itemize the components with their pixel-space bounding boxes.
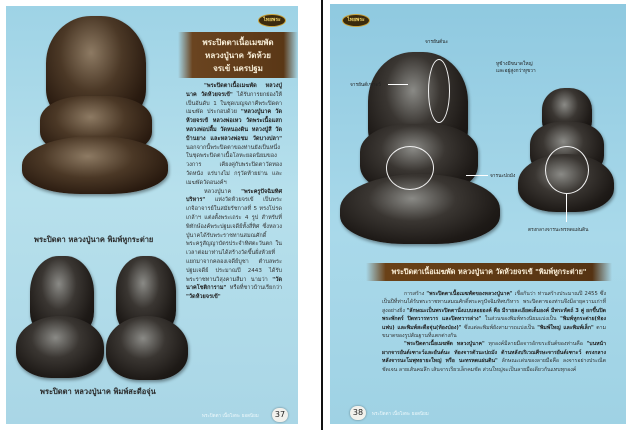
caption-rabbit-ear: พระปิดตา หลวงปู่นาค พิมพ์หูกระต่าย	[34, 235, 154, 244]
article-body-left	[186, 82, 282, 302]
highlight-ring	[545, 146, 589, 194]
right-page-38	[330, 4, 626, 424]
annotation-label: จารยันต์เฑาะว์	[350, 83, 381, 88]
annotation-label: และอยู่สูงกว่าหูขวา	[496, 69, 536, 74]
page-number: 37	[272, 408, 288, 422]
title-line: จรเข้ นครปฐม	[213, 64, 263, 73]
arrow-icon	[466, 175, 488, 176]
section-banner: พระปิดตาเนื้อเมฆพัด หลวงปู่นาค วัดห้วยจรเข้ "พิมพ์หูกระต่าย"	[366, 263, 612, 281]
footer-text: พระปิดตา เนื้อโลหะ ยอดนิยม	[372, 412, 429, 417]
article-title	[178, 32, 298, 78]
article-body-right	[382, 290, 606, 374]
paragraph: หลวงปู่นาค "พระครูปัจฉิมทิศบริหาร" แห่งวัดห้วยจรเข้ เป็นพระเกจิอาจารย์ในสมัยรัชกาลที่ 5 ทรงโปรดเกล้าฯ แต่งตั้งพระเถระ 4 รูป สำหรับที่พิทักษ์องค์พระปฐมเจดีย์ทั้งสี่ทิศ ซึ่งหลวงปู่นาคได้รับพระราชทานสมณศักดิ์พระครูสัญญาบัตรประจำทิศตะวันตก ในเวลาต่อมาท่านได้สร้างวัดขึ้นฝั่งห้วยที่แยกมาจากคลองเจดีย์บูชา ตำบลพระปฐมเจดีย์ ประมาณปี 2443 ได้รับพระราชทานวิสุงคามสีมา นามว่า "วัดนาคโชติการาม" หรือที่ชาวบ้านเรียกว่า "วัดห้วยจรเข้"	[186, 188, 282, 301]
highlight-ring	[386, 146, 434, 190]
magazine-logo: ไทยพระ	[342, 14, 370, 27]
annotation-label: จารนะปถมัง	[490, 174, 516, 179]
page-number: 38	[350, 406, 366, 420]
highlight-ring	[428, 59, 450, 123]
title-line: หลวงปู่นาค วัดห้วย	[205, 51, 271, 60]
title-line: พระปิดตาเนื้อเมฆพัด	[202, 38, 274, 47]
paragraph: "พระปิดตาเนื้อเมฆพัด หลวงปู่นาค วัดห้วยจรเข้" ได้รับการยกย่องให้เป็นอันดับ 1 ในชุดเบญจภาคีพระปิดตาเมฆพัด ประกอบด้วย "หลวงปู่นาค วัดห้วยจรเข้ หลวงพ่อเหว วัดพระเนื้อแสก หลวงพ่อปลื้ม วัดหนองดิน หลวงปู่สี วัดบ้านยาง และหลวงพ่อชม วัดบางปลา" นอกจากนี้พระปิดตาของท่านยังเป็นหนึ่งในชุดพระปิดตาเนื้อโลหะยอดนิยมของวงการ เคียงคู่กับพระปิดตาวัดทอง วัดหนัง แร่บางไม่ กรุวัดท้ายย่าน และเมฆพัดวัดอนงค์ฯ	[186, 83, 283, 186]
arrow-icon	[388, 84, 408, 85]
paragraph: การสร้าง "พระปิดตาเนื้อเมฆพัดของหลวงปู่นาค" เชื่อกันว่า ท่านสร้างประมาณปี 2455 ซึ่งเป็นปีที่ท่านได้รับพระราชทานสมณศักดิ์พระครูปัจฉิมทิศบริหาร พระปิดตาของท่านจึงมีอายุความเก่าที่สูงอย่างยิ่ง "ลักษณะเป็นพระปิดตานั่งแบบลอยองค์ คือ มีรายละเอียดเต็มองค์ มีพระหัตถ์ 3 คู่ ยกขึ้นปิดพระพักตร์ ปิดทวารทวาร และปิดทวารล่าง" ในส่วนของพิมพ์ทรงนิยมแบ่งเป็น "พิมพ์หูกระต่าย(ท้องแฟบ) และพิมพ์สะดือจุ่น(ท้องป่อง)" ซึ่งแต่ละพิมพ์ยังสามารถแบ่งเป็น "พิมพ์ใหญ่ และพิมพ์เล็ก" ตามขนาดของรูปสัณฐานที่แตกต่างกัน	[382, 291, 606, 340]
paragraph: "พระปิดตาเนื้อเมฆพัด หลวงปู่นาค" ทุกองค์มีลายมือจารอักขระยันต์ของท่านคือ "บนหน้าผากจารยันต์เฑาะว์และยันต์นะ ท้องจารตัวนะปถมัง ด้านหลังบริเวณศีรษะจารยันต์เฑาะว์ ตรงกลางหลังจารนะโมพุทธายะใหญ่ หรือ นะทรหดแผ่นดิน" ลักษณะเด่นของลายมือคือ ลงจารอย่างประณีตชัดเจน ลายเส้นคมลึก เส้นจารเรียวเล็กคมชัด ส่วนใหญ่จะเป็นลายมือเดียวกันแทบทุกองค์	[382, 341, 606, 373]
annotation-label: จารยันต์นะ	[425, 40, 449, 45]
magazine-logo: ไทยพระ	[258, 14, 286, 27]
left-page-37	[6, 6, 298, 424]
footer-text: พระปิดตา เนื้อโลหะ ยอดนิยม	[202, 414, 259, 419]
caption-navel-mold: พระปิดตา หลวงปู่นาค พิมพ์สะดือจุ่น	[40, 387, 156, 396]
page-gutter	[321, 0, 323, 430]
annotation-label: ตรงกลางจารนะทรหดแผ่นดิน	[528, 228, 589, 233]
arrow-icon	[566, 194, 567, 222]
annotation-label: หูข้างมีขนาดใหญ่	[496, 62, 533, 67]
